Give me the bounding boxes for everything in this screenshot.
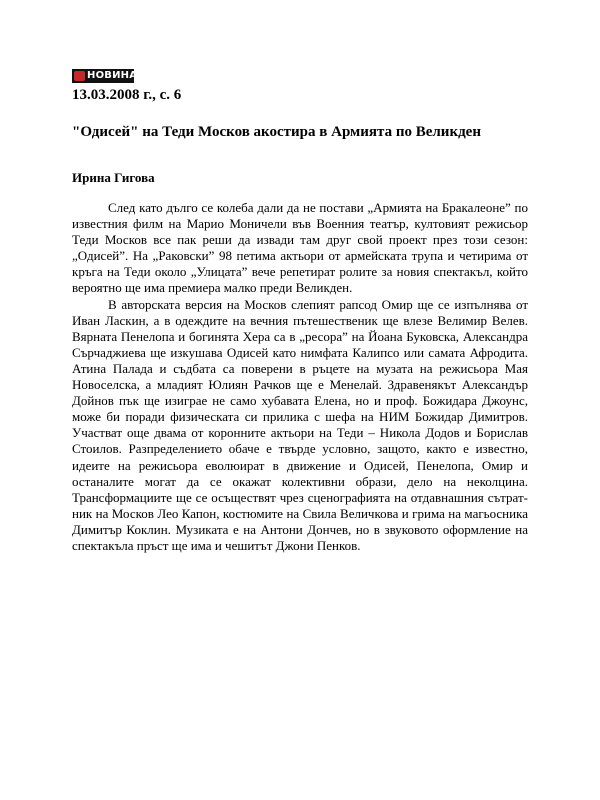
publication-logo bbox=[72, 69, 145, 83]
article-paragraph-1: След като дълго се колеба дали да не постави „Армията на Бракалеоне” по известния филм на Марио Моничели във Военния театър, култовият режисьор Теди Москов все пак реши да извади там друг свой проект през този сезон: „Одисей”. На „Раковски” 98 петима актьори от армейската трупа и четирима от кръга на Теди около „Улицата” вече репетират ролите за новия спектакъл, който вероятно ще има премиера малко преди Великден. bbox=[72, 200, 528, 296]
article-paragraph-2: В авторската версия на Москов слепият рапсод Омир ще се изпълнява от Иван Ласкин, а в одеждите на вечния пътешественик ще влезе Велимир Велев. Вярната Пенелопа и богинята Хера са в „ресора” на Йоана Буковска, Александра Сърчаджиева ще изкушава Одисей като нимфата Калипсо или самата Афродита. Атина Палада и съдбата са поверени в ръцете на музата на режисьора Мая Новоселска, а младият Юлиян Рачков ще е Менелай. Здравенякът Александър Дойнов пък ще изиграе не само хубавата Елена, но и проф. Божидара Джоунс, може би поради физическата си прилика с шефа на НИМ Божидар Димитров. Участват още двама от коронните актьори на Теди – Никола Додов и Борислав Стоилов. Разпределението обаче е твърде условно, защото, както е известно, идеите на режисьора еволюират в движение и Одисей, Пенелопа, Омир и останалите могат да се окажат колективни образи, дело на неколцина. Трансформациите ще се осъществят чрез сценографията на отдавнашния сътратник на Москов Лео Капон, костюмите на Свила Величкова и грима на магьосника Димитър Коклин. Музиката е на Антони Дончев, но в звуковото оформление на спектакъла пръст ще има и чешитът Джони Пенков. bbox=[72, 296, 528, 553]
logo-text: НОВИНАР bbox=[87, 70, 145, 81]
article-author: Ирина Гигова bbox=[72, 170, 155, 185]
logo-emblem-icon bbox=[74, 71, 85, 81]
article-body bbox=[72, 200, 528, 554]
publication-date-page: 13.03.2008 г., с. 6 bbox=[72, 87, 182, 103]
article-headline: "Одисей" на Теди Москов акостира в Армията по Великден bbox=[72, 124, 481, 140]
